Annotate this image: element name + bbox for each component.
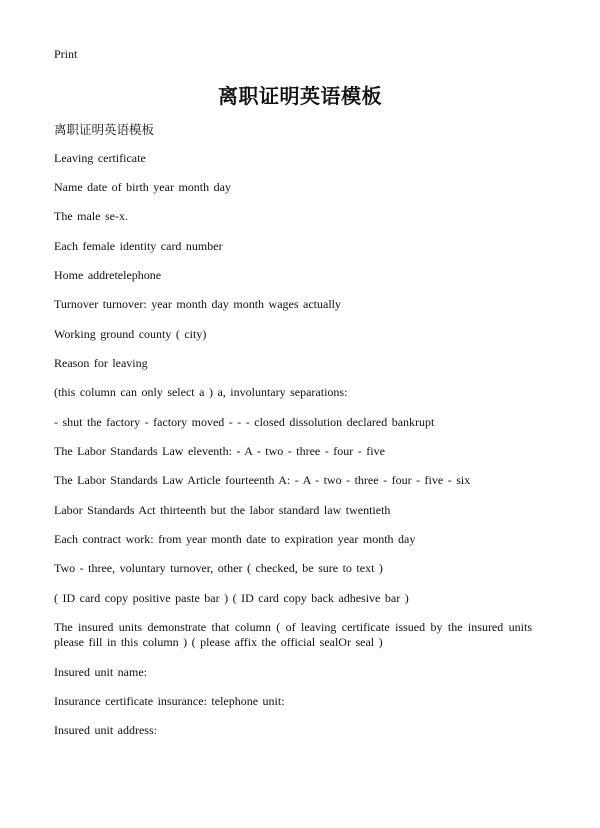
body-line: (this column can only select a ) a, involuntary separations: bbox=[54, 385, 348, 399]
document-title: 离职证明英语模板 bbox=[218, 84, 382, 108]
body-line: Insurance certificate insurance: telephone unit: bbox=[54, 694, 285, 708]
body-paragraph: The insured units demonstrate that column ( of leaving certificate issued by the insured units please fill in this column ) ( please affix the official sealOr seal ) bbox=[54, 620, 532, 649]
body-line: - shut the factory - factory moved - - - closed dissolution declared bankrupt bbox=[54, 415, 435, 429]
body-line: The male se-x. bbox=[54, 209, 128, 223]
body-line: Leaving certificate bbox=[54, 151, 146, 165]
body-line: The Labor Standards Law eleventh: - A - two - three - four - five bbox=[54, 444, 385, 458]
document-subtitle: 离职证明英语模板 bbox=[54, 122, 155, 137]
body-line: Home addretelephone bbox=[54, 268, 162, 282]
body-line: Insured unit name: bbox=[54, 665, 147, 679]
body-line: Insured unit address: bbox=[54, 723, 157, 737]
body-line: Each female identity card number bbox=[54, 239, 223, 253]
body-line: Name date of birth year month day bbox=[54, 180, 231, 194]
body-line: Turnover turnover: year month day month wages actually bbox=[54, 297, 341, 311]
body-line: ( ID card copy positive paste bar ) ( ID card copy back adhesive bar ) bbox=[54, 591, 409, 605]
body-line: Each contract work: from year month date to expiration year month day bbox=[54, 532, 416, 546]
print-link[interactable]: Print bbox=[54, 47, 78, 61]
body-line: Two - three, voluntary turnover, other ( checked, be sure to text ) bbox=[54, 561, 383, 575]
body-line: Reason for leaving bbox=[54, 356, 148, 370]
body-line: Labor Standards Act thirteenth but the labor standard law twentieth bbox=[54, 503, 391, 517]
body-line: The Labor Standards Law Article fourteenth A: - A - two - three - four - five - six bbox=[54, 473, 471, 487]
body-line: Working ground county ( city) bbox=[54, 327, 207, 341]
